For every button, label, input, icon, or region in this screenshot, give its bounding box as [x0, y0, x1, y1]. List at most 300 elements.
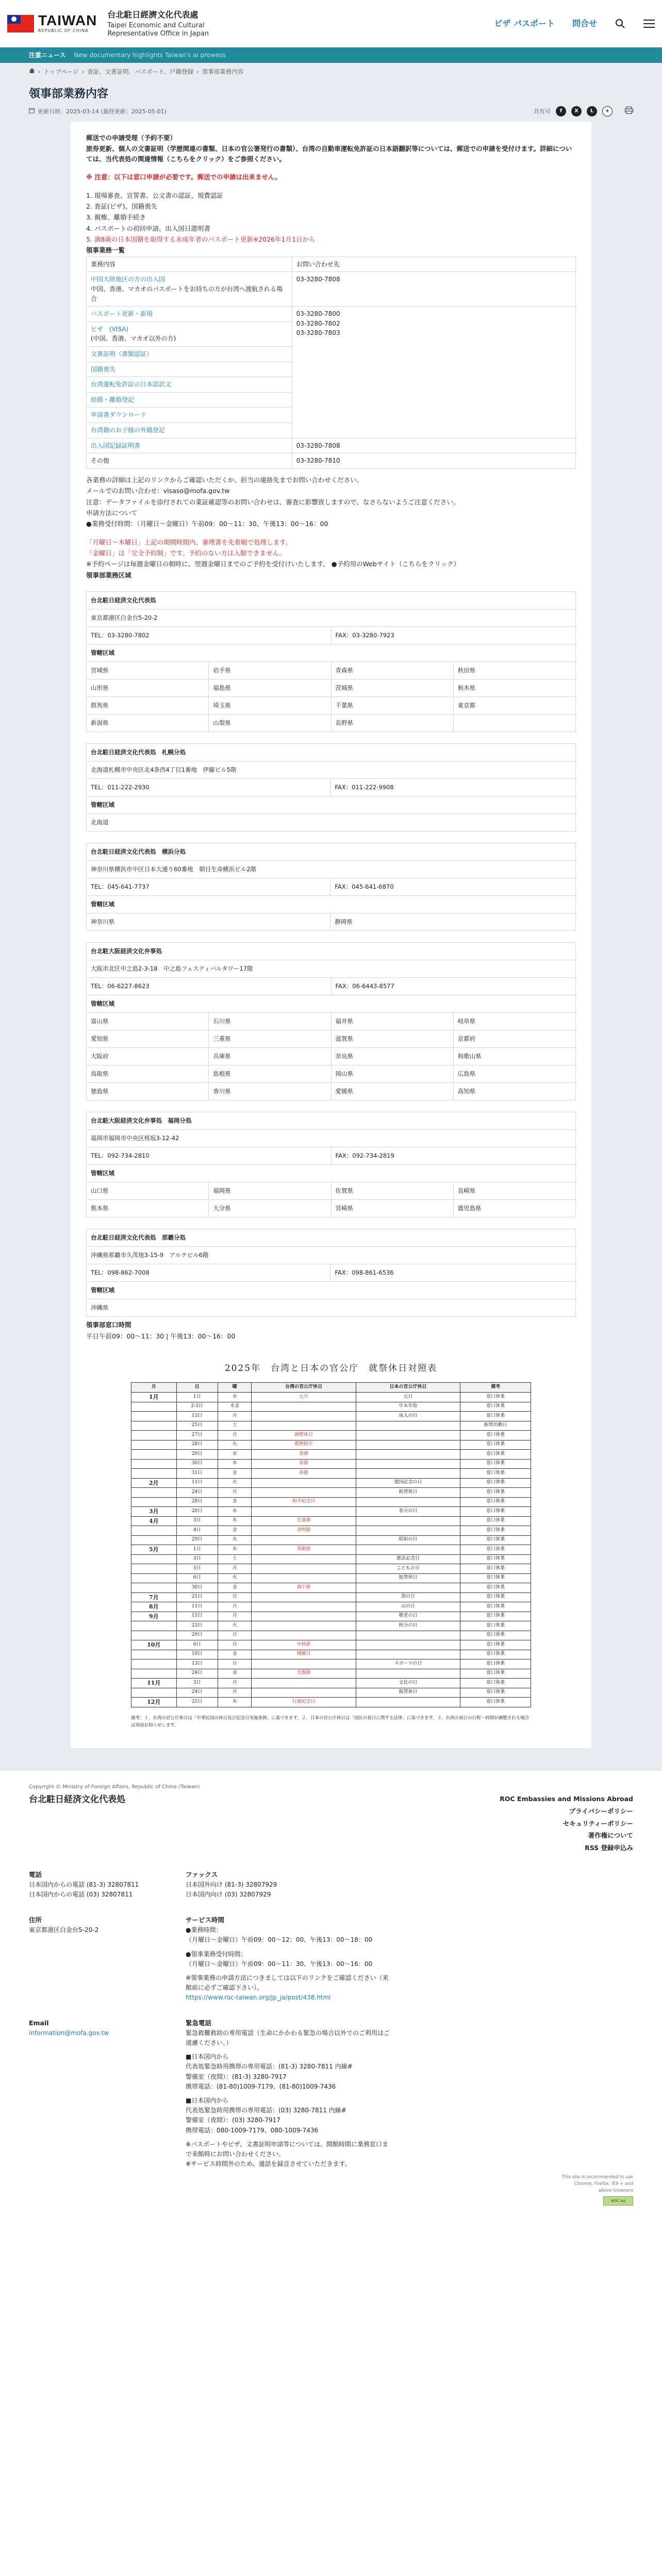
counter-only-list [86, 191, 576, 245]
holiday-cell: 木 [218, 1459, 252, 1469]
footer-link-privacy[interactable]: プライバシーポリシー [569, 1807, 633, 1815]
table-row [87, 796, 576, 814]
holiday-cell: 山の日 [356, 1602, 460, 1612]
table-row [87, 1264, 576, 1282]
table-row [87, 609, 576, 627]
holiday-cell: 窓口休業 [460, 1564, 531, 1574]
holiday-cell [252, 1535, 356, 1545]
holiday-cell: 清明節 [252, 1526, 356, 1536]
holiday-cell: 窓口休業 [460, 1535, 531, 1545]
emergency-heading: 緊急電話 [186, 2019, 212, 2027]
search-icon[interactable] [615, 18, 626, 29]
holiday-cell: 火 [218, 1535, 252, 1545]
table-row [87, 645, 576, 662]
holiday-cell: 29日 [176, 1631, 218, 1640]
holiday-cell [131, 1497, 177, 1507]
holiday-cell: 振替休日 [356, 1488, 460, 1498]
holiday-cell: 月 [218, 1592, 252, 1602]
holiday-cell: 春分の日 [356, 1507, 460, 1517]
service-link[interactable]: 台湾運転免許証の日本語訳文 [91, 381, 172, 388]
table-row [87, 697, 576, 715]
table-row [131, 1526, 531, 1536]
holiday-note: 備考：１．台湾の官公庁休日は「中華民国の休日及び記念日実施条例」に基づきます。２．日本の官公庁休日は「国民の祝日に関する法律」に基づきます。３．台湾の祝日の日程・時間が調整される場合は別途お知らせします。 [131, 1715, 529, 1728]
holiday-cell: 窓口休業 [460, 1469, 531, 1479]
table-row [87, 913, 576, 931]
application-method: 申請方法について [86, 509, 138, 517]
holiday-cell: 成人の日 [356, 1412, 460, 1421]
jurisdiction-area: 福井県 [331, 1013, 453, 1030]
jurisdiction-area: 山形県 [87, 680, 209, 697]
holiday-cell [131, 1412, 177, 1421]
jurisdiction-area: 鳥取県 [87, 1065, 209, 1083]
browser-note-line: This site is recommended to use [561, 2175, 633, 2180]
holiday-cell [252, 1621, 356, 1631]
holiday-cell [131, 1659, 177, 1669]
page-title: 領事部業務内容 [29, 88, 109, 100]
holiday-cell: 金 [218, 1497, 252, 1507]
office-name: 台北駐日経済文化代表処 横浜分処 [87, 843, 576, 861]
holiday-cell: 窓口休業 [460, 1459, 531, 1469]
service-link[interactable]: 台湾籍のお子様の外籍登記 [91, 426, 166, 434]
holiday-cell [131, 1402, 177, 1412]
holiday-cell [356, 1650, 460, 1659]
footer-title: 台北駐日経済文化代表処 [29, 1794, 125, 1805]
fax-line: 日本国外向け (81-3) 32807929 [186, 1880, 277, 1888]
jurisdiction-area: 岩手県 [209, 662, 331, 680]
holiday-cell: 金 [218, 1669, 252, 1679]
service-link[interactable]: 中国大陸地区の方の出入国 [91, 276, 166, 283]
holiday-cell: 窓口休業 [460, 1679, 531, 1688]
table-row [131, 1516, 531, 1526]
jurisdiction-label: 管轄区域 [87, 896, 576, 913]
footer-link-embassies[interactable]: ROC Embassies and Missions Abroad [500, 1795, 633, 1803]
holiday-cell [252, 1478, 356, 1488]
holiday-cell: 行憲紀念日 [252, 1698, 356, 1707]
office-tel: TEL：06-6227-8623 [87, 978, 332, 995]
holiday-table [131, 1382, 531, 1707]
table-row [131, 1459, 531, 1469]
holiday-cell: 4月 [131, 1516, 177, 1526]
table-row [87, 779, 576, 796]
holiday-cell [131, 1669, 177, 1679]
jurisdiction-area: 神奈川県 [87, 913, 330, 931]
office-name: 台北駐大阪経済文化弁事処 福岡分処 [87, 1112, 576, 1130]
holiday-cell [252, 1679, 356, 1688]
holiday-cell: 30日 [176, 1583, 218, 1593]
office-title-en-2: Representative Office in Japan [107, 30, 209, 38]
breadcrumb-sep-icon: › [196, 68, 199, 76]
jurisdiction-area: 奈良県 [331, 1048, 453, 1065]
phone-line: 日本国内からの電話 (81-3) 32807811 [29, 1880, 139, 1888]
footer-link-security[interactable]: セキュリティーポリシー [562, 1819, 633, 1827]
services-table [86, 257, 576, 469]
jurisdiction-area: 茨城県 [331, 680, 453, 697]
table-header-cell: お問い合わせ先 [292, 257, 575, 272]
nav-visa-passport[interactable]: ビザ パスポート [494, 18, 555, 28]
news-headline-link[interactable]: New documentary highlights Taiwan's ai prowess [74, 51, 226, 59]
holiday-cell: こどもの日 [356, 1564, 460, 1574]
holiday-cell: 窓口休業 [460, 1602, 531, 1612]
holiday-cell: 21日 [176, 1592, 218, 1602]
table-row [131, 1688, 531, 1698]
jurisdiction-area: 山梨県 [209, 715, 331, 732]
table-row [131, 1554, 531, 1564]
office-name: 台北駐日経済文化代表処 [87, 592, 576, 609]
holiday-cell [131, 1431, 177, 1440]
table-row [131, 1583, 531, 1593]
breadcrumb-home[interactable]: トップページ [43, 68, 79, 76]
holiday-cell [252, 1421, 356, 1431]
holiday-cell: 24日 [176, 1488, 218, 1498]
footer-link-copyright[interactable]: 著作権について [588, 1832, 633, 1840]
holiday-cell: 憲法記念日 [356, 1554, 460, 1564]
table-header-row [87, 257, 576, 272]
facebook-icon[interactable]: f [556, 106, 566, 116]
home-icon[interactable] [29, 67, 35, 77]
holiday-cell: 元旦 [252, 1393, 356, 1402]
breadcrumb-sep-icon: › [38, 68, 41, 76]
holiday-cell: 2月 [131, 1478, 177, 1488]
holiday-cell [131, 1554, 177, 1564]
holiday-cell: 29日 [176, 1535, 218, 1545]
holiday-cell: 9月 [131, 1612, 177, 1621]
print-icon[interactable] [625, 107, 633, 116]
office-tel: TEL：092-734-2810 [87, 1147, 332, 1165]
holiday-cell: 月 [218, 1631, 252, 1640]
holiday-cell: 13日 [176, 1412, 218, 1421]
update-date: 更新日時：2025-03-14 (最終更新：2025-05-01) [38, 108, 167, 115]
nav-contact[interactable]: 問合せ [572, 18, 597, 28]
mail-application-text: 旅券更新、個人の文書証明（学歴関連の書類、日本の官公署発行の書類）、台湾の自動車運転免許証の日本語翻訳等については、郵送での申請を受付けます。詳細については、当代表処の関連情報（こちらをクリック）をご参照ください。 [86, 145, 572, 163]
table-row [87, 680, 576, 697]
jurisdiction-area: 東京都 [453, 697, 575, 715]
jurisdiction-area: 福島県 [209, 680, 331, 697]
service-link[interactable]: パスポート更新・新規 [91, 310, 153, 318]
holiday-cell: 春節 [252, 1459, 356, 1469]
holiday-cell: 月 [218, 1612, 252, 1621]
contact-note: 各業務の詳細は上記のリンクからご確認いただくか、担当の連絡先までお問い合わせください。 [86, 476, 363, 484]
table-row [87, 627, 576, 645]
holiday-cell: 7月 [131, 1592, 177, 1602]
holiday-cell: 窓口休業 [460, 1450, 531, 1460]
office-address: 神奈川県横浜市中区日本大通り60番地 朝日生命横浜ビル2階 [87, 861, 576, 878]
holiday-cell [356, 1698, 460, 1707]
table-row [131, 1631, 531, 1640]
list-item: 2. 査証(ビザ)、国籍喪失 [86, 202, 158, 210]
menu-icon[interactable] [643, 18, 655, 29]
holiday-cell: 土 [218, 1554, 252, 1564]
table-row [87, 1112, 576, 1130]
holiday-cell [252, 1402, 356, 1412]
office-title[interactable] [107, 9, 209, 39]
service-link[interactable]: 申請書ダウンロード [91, 411, 147, 419]
taiwan-logo[interactable] [7, 13, 97, 34]
table-row [131, 1450, 531, 1460]
holiday-header-cell: 月 [131, 1383, 177, 1393]
holiday-cell: 窓口休業 [460, 1440, 531, 1450]
line-icon[interactable]: L [587, 106, 597, 116]
holiday-cell: 月 [218, 1564, 252, 1574]
service-hours-heading: サービス時間 [186, 1916, 225, 1924]
x-twitter-icon[interactable]: X [571, 106, 582, 116]
holiday-cell: 2-3日 [176, 1402, 218, 1412]
table-row [87, 843, 576, 861]
emergency-line: 警備室（夜間）：(03) 3280-7917 [186, 2116, 280, 2124]
holiday-cell: 3日 [176, 1554, 218, 1564]
service-hours-link[interactable]: https://www.roc-taiwan.org/jp_ja/post/438.html [186, 1994, 331, 2002]
holiday-cell: 月 [218, 1688, 252, 1698]
jurisdiction-area: 和歌山県 [453, 1048, 575, 1065]
table-row [87, 1130, 576, 1147]
service-link[interactable]: 出入国記録証明書 [91, 442, 141, 449]
holiday-cell: 28日 [176, 1497, 218, 1507]
holiday-cell: 窓口休業 [460, 1431, 531, 1440]
list-item: 1. 現場審査、宣誓書、公文書の認証、規費認証 [86, 191, 223, 199]
holiday-calendar-image [131, 1362, 531, 1730]
table-row [87, 978, 576, 995]
jurisdiction-area: 愛知県 [87, 1030, 209, 1048]
jurisdiction-area: 徳島県 [87, 1083, 209, 1100]
table-row [87, 1247, 576, 1264]
holiday-cell: 火 [218, 1478, 252, 1488]
holiday-header-cell: 備考 [460, 1383, 531, 1393]
holiday-cell: 30日 [176, 1459, 218, 1469]
holiday-cell [131, 1621, 177, 1631]
office-fax: FAX：03-3280-7923 [331, 627, 576, 645]
office-tel: TEL：098-862-7008 [87, 1264, 330, 1282]
email-link[interactable]: information@mofa.gov.tw [29, 2029, 109, 2037]
table-row [131, 1602, 531, 1612]
holiday-cell: 6日 [176, 1573, 218, 1583]
emergency-line: 緊急救難救助の専用電話（生命にかかわる緊急の場合以外でのご利用はご遠慮ください。） [186, 2029, 390, 2047]
holiday-cell [131, 1631, 177, 1640]
table-row [131, 1573, 531, 1583]
emergency-line: 警備室（夜間）：(81-3) 3280-7917 [186, 2073, 287, 2080]
holiday-cell [252, 1659, 356, 1669]
list-item: 3. 親権、離婚手続き [86, 213, 146, 222]
table-header-row [131, 1383, 531, 1393]
jurisdiction-area: 佐賀県 [331, 1182, 453, 1200]
holiday-cell: スポーツの日 [356, 1659, 460, 1669]
office-fax: FAX：045-641-6870 [330, 878, 576, 896]
holiday-cell: 兒童節 [252, 1516, 356, 1526]
holiday-cell [252, 1631, 356, 1640]
friday-note: 「金曜日」は「完全予約制」です。予約のない方は入館できません。 [86, 549, 286, 557]
holiday-cell: 昭和の日 [356, 1535, 460, 1545]
jurisdiction-label: 管轄区域 [87, 1282, 576, 1299]
jurisdiction-area: 栃木県 [453, 680, 575, 697]
fax-line: 日本国内向け (03) 32807929 [186, 1890, 271, 1898]
jurisdiction-area: 新潟県 [87, 715, 209, 732]
holiday-header-cell: 曜 [218, 1383, 252, 1393]
service-link[interactable]: 文書証明（書類認証） [91, 350, 153, 358]
jurisdiction-area: 秋田県 [453, 662, 575, 680]
office-name: 台北駐大阪経済文化弁事処 [87, 943, 576, 960]
holiday-cell: 窓口休業 [460, 1650, 531, 1659]
jurisdiction-area: 島根県 [209, 1065, 331, 1083]
table-row [87, 896, 576, 913]
table-row [131, 1497, 531, 1507]
table-row [87, 995, 576, 1013]
service-hours-line: （月曜日〜金曜日）午前09：00～11：30、午後13：00～16：00 [186, 1960, 373, 1968]
holiday-cell [356, 1545, 460, 1555]
holiday-cell [356, 1497, 460, 1507]
counter-hours: 平日午前09：00～11：30 | 午後13：00～16：00 [86, 1332, 236, 1340]
table-row [131, 1592, 531, 1602]
holiday-cell: 8月 [131, 1602, 177, 1612]
office-table [86, 843, 576, 931]
holiday-cell: 窓口休業 [460, 1545, 531, 1555]
table-row [131, 1650, 531, 1659]
holiday-cell [356, 1640, 460, 1650]
holiday-cell: 水 [218, 1393, 252, 1402]
table-row [87, 1282, 576, 1299]
jurisdiction-area: 滋賀県 [331, 1030, 453, 1048]
holiday-cell [131, 1564, 177, 1574]
breadcrumb-level-1[interactable]: 査証、文書証明、パスポート、戸籍登録 [87, 68, 194, 76]
counter-hours-label: 領事部窓口時間 [86, 1321, 131, 1329]
office-table [86, 743, 576, 832]
holiday-cell: 月 [218, 1640, 252, 1650]
holiday-cell: 月 [218, 1488, 252, 1498]
holiday-cell [356, 1516, 460, 1526]
browser-note-line: Chrome, Firefox, IE9 + and [574, 2181, 633, 2187]
office-address: 北海道札幌市中央区北4条西4丁目1番地 伊藤ビル5階 [87, 761, 576, 779]
table-row [131, 1507, 531, 1517]
holiday-cell: 木 [218, 1545, 252, 1555]
emergency-line: ■日本国内から [186, 2097, 229, 2104]
holiday-cell: 振替休日 [356, 1573, 460, 1583]
jurisdiction-area [453, 715, 575, 732]
office-name: 台北駐日経済文化代表処 札幌分処 [87, 744, 576, 761]
share-bar [534, 106, 633, 116]
holiday-cell: 月 [218, 1602, 252, 1612]
holiday-cell: 6日 [176, 1640, 218, 1650]
attachment-note: 注意：データファイルを添付されての業証確認等のお問い合わせは、審査に影響致しますので、なさらないようご注意ください。 [86, 498, 460, 506]
table-row [131, 1669, 531, 1679]
table-row [87, 814, 576, 832]
logo-text: TAIWAN [38, 12, 97, 28]
jurisdiction-area: 香川県 [209, 1083, 331, 1100]
holiday-cell [252, 1573, 356, 1583]
office-name: 台北駐日経済文化代表処 那覇分処 [87, 1229, 576, 1247]
table-row [87, 943, 576, 960]
service-tel: 03-3280-7808 [292, 272, 575, 307]
jurisdiction-area: 熊本県 [87, 1200, 209, 1217]
holiday-cell: 11日 [176, 1602, 218, 1612]
table-row [87, 1147, 576, 1165]
holiday-cell: 12月 [131, 1698, 177, 1707]
table-row [87, 1048, 576, 1065]
holiday-cell: 火 [218, 1621, 252, 1631]
holiday-cell: 窓口休業 [460, 1698, 531, 1707]
holiday-cell [252, 1602, 356, 1612]
holiday-cell [131, 1440, 177, 1450]
breadcrumb-bar [0, 63, 662, 81]
service-link[interactable]: ビザ (VISA) [91, 325, 129, 333]
holiday-cell: 窓口休業 [460, 1402, 531, 1412]
office-title-zh: 台北駐日經濟文化代表處 [107, 9, 198, 20]
emergency-line: ※パスポートやビザ、文書証明申請等については、開館時間に業務窓口まで来館時にお問い合わせください。 [186, 2140, 388, 2158]
office-list [86, 591, 576, 1317]
holiday-cell: 調整休日 [252, 1431, 356, 1440]
jurisdiction-area: 鹿児島県 [453, 1200, 575, 1217]
service-tel: 03-3280-7808 [292, 438, 575, 453]
footer-link-rss[interactable]: RSS 登録申込み [585, 1844, 633, 1852]
jurisdiction-area: 石川県 [209, 1013, 331, 1030]
emergency-line: 代表処緊急時用携帯の専用電話：(03) 3280-7811 内線# [186, 2107, 346, 2114]
table-row [131, 1545, 531, 1555]
holiday-cell: 月 [218, 1431, 252, 1440]
service-link[interactable]: 国籍喪失 [91, 365, 116, 373]
office-fax: FAX：011-222-9908 [330, 779, 576, 796]
holiday-cell: 月 [218, 1412, 252, 1421]
holiday-cell [356, 1440, 460, 1450]
office-tel: TEL：045-641-7737 [87, 878, 330, 896]
holiday-cell: 窓口休業 [460, 1631, 531, 1640]
jurisdiction-area: 福岡県 [209, 1182, 331, 1200]
holiday-cell: 28日 [176, 1440, 218, 1450]
reservation-note[interactable]: ※予約ページは毎週金曜日の朝時に、翌週金曜日までのご予約を受付けいたします。 ●予約用のWebサイト（こちらをクリック） [86, 560, 460, 568]
plus-icon[interactable]: + [602, 106, 613, 116]
holiday-cell: 敬老の日 [356, 1612, 460, 1621]
w3c-badge-icon[interactable]: W3C AA [603, 2196, 633, 2206]
holiday-cell [252, 1612, 356, 1621]
service-link[interactable]: 結婚・離婚登記 [91, 396, 135, 403]
holiday-cell: 月 [218, 1659, 252, 1669]
holiday-cell: 1月 [131, 1393, 177, 1402]
holiday-cell [252, 1554, 356, 1564]
jurisdiction-area: 広島県 [453, 1065, 575, 1083]
jurisdiction-area: 埼玉県 [209, 697, 331, 715]
holiday-cell: 25日 [176, 1421, 218, 1431]
list-item: 5. 満8歳の日本国籍を取得する未成年者のパスポート更新※2026年1月1日から [86, 235, 316, 244]
table-row [87, 1299, 576, 1317]
holiday-cell [131, 1488, 177, 1498]
holiday-cell: 窓口休業 [460, 1393, 531, 1402]
emergency-line: ■日本国内から [186, 2053, 229, 2061]
table-row [87, 1182, 576, 1200]
office-table [86, 1229, 576, 1317]
office-table [86, 942, 576, 1100]
holiday-cell: 勞動節 [252, 1545, 356, 1555]
table-row [87, 1030, 576, 1048]
holiday-cell: 24日 [176, 1688, 218, 1698]
table-row [87, 272, 576, 307]
email-note: メールでのお問い合わせ：visaso@mofa.gov.tw [86, 487, 230, 495]
holiday-cell: 窓口休業 [460, 1478, 531, 1488]
table-row [131, 1431, 531, 1440]
holiday-cell: 窓口休業 [460, 1583, 531, 1593]
email-heading: Email [29, 2019, 49, 2027]
holiday-cell: 木 [218, 1698, 252, 1707]
browser-recommendation [562, 2174, 633, 2205]
holiday-cell: 5月 [131, 1545, 177, 1555]
office-address: 大阪市北区中之島2-3-18 中之島フェスティバルタワー17階 [87, 960, 576, 978]
article-body [71, 122, 591, 1748]
holiday-cell: 端午節 [252, 1583, 356, 1593]
holiday-cell [252, 1412, 356, 1421]
table-row [87, 1013, 576, 1030]
service-tel: 03-3280-7810 [292, 453, 575, 469]
holiday-cell: 窓口休業 [460, 1688, 531, 1698]
services-table-title: 領事業務一覧 [86, 246, 125, 255]
jurisdiction-area: 沖縄県 [87, 1299, 576, 1317]
holiday-cell: 10月 [131, 1640, 177, 1650]
holiday-cell: 光復節 [252, 1669, 356, 1679]
jurisdiction-area: 千葉県 [331, 697, 453, 715]
holiday-cell: 1日 [176, 1545, 218, 1555]
